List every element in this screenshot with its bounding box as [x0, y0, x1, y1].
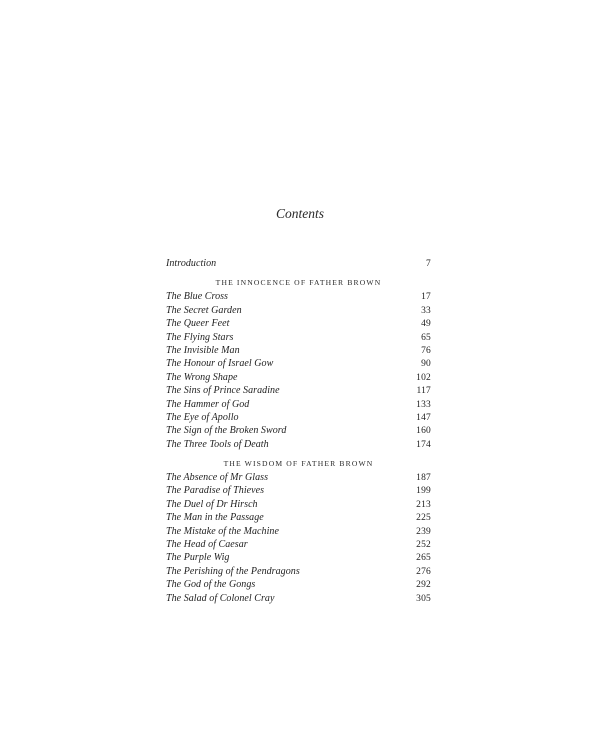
toc-entry-page: 265: [416, 553, 431, 564]
toc-entry: [166, 438, 431, 451]
toc-entry-page: 7: [426, 259, 431, 269]
toc-entry: [166, 578, 431, 591]
toc-entry-page: 49: [421, 319, 431, 330]
toc-entry: [166, 424, 431, 437]
toc-entry: [166, 471, 431, 484]
toc-entry-page: 252: [416, 540, 431, 551]
toc-entry-page: 17: [421, 292, 431, 303]
toc-entry-title: The Wrong Shape: [166, 371, 238, 383]
toc-entry-title: The Purple Wig: [166, 552, 230, 564]
toc-entry: [166, 398, 431, 411]
toc-entry-title: The Invisible Man: [166, 344, 240, 356]
toc-entry-title: The Three Tools of Death: [166, 438, 269, 450]
toc-entry: [166, 525, 431, 538]
toc-entry: [166, 484, 431, 497]
toc-entry-title: The Flying Stars: [166, 331, 234, 343]
toc-entry-title: The Salad of Colonel Cray: [166, 592, 275, 604]
toc-entry-title: The God of the Gongs: [166, 579, 256, 591]
toc-entry-page: 33: [421, 305, 431, 316]
toc-entry-title: Introduction: [166, 258, 217, 269]
toc-entry-title: The Man in the Passage: [166, 512, 264, 524]
part-heading: THE INNOCENCE OF FATHER BROWN: [215, 278, 382, 288]
toc-entry: [166, 304, 431, 317]
toc-entry: [166, 344, 431, 357]
toc-entry-page: 213: [416, 499, 431, 510]
part-heading: THE WISDOM OF FATHER BROWN: [223, 459, 374, 469]
toc-entry: [166, 538, 431, 551]
toc-entry-title: The Eye of Apollo: [166, 411, 239, 423]
table-of-contents: [166, 257, 431, 605]
toc-entry-title: The Mistake of the Machine: [166, 525, 279, 537]
toc-entry-title: The Secret Garden: [166, 304, 242, 316]
toc-entry-title: The Hammer of God: [166, 398, 250, 410]
toc-entry-title: The Head of Caesar: [166, 539, 248, 551]
toc-entry: [166, 411, 431, 424]
toc-entry-title: The Blue Cross: [166, 291, 228, 303]
toc-entry: [166, 592, 431, 605]
toc-entry-title: The Honour of Israel Gow: [166, 358, 274, 370]
toc-entry-title: The Paradise of Thieves: [166, 485, 265, 497]
toc-entry-page: 117: [416, 386, 431, 397]
toc-entry-page: 187: [416, 473, 431, 484]
toc-entry: [166, 357, 431, 370]
toc-entry: [166, 384, 431, 397]
toc-entry-title: The Perishing of the Pendragons: [166, 565, 300, 577]
toc-entry: [166, 371, 431, 384]
toc-entry: [166, 317, 431, 330]
part-wisdom: [166, 457, 431, 605]
toc-entry-page: 160: [416, 426, 431, 437]
toc-entry-page: 292: [416, 580, 431, 591]
toc-entry-title: The Sins of Prince Saradine: [166, 385, 280, 397]
toc-entry: [166, 511, 431, 524]
toc-entry-page: 147: [416, 412, 431, 423]
toc-entry-title: The Duel of Dr Hirsch: [166, 498, 258, 510]
part-innocence: [166, 276, 431, 451]
toc-entry-page: 174: [416, 439, 431, 450]
toc-entry-page: 305: [416, 593, 431, 604]
toc-entry-page: 239: [416, 526, 431, 537]
toc-entry-page: 225: [416, 513, 431, 524]
toc-entry-page: 199: [416, 486, 431, 497]
toc-entry: [166, 551, 431, 564]
toc-entry-page: 65: [421, 332, 431, 343]
toc-entry-introduction: [166, 257, 431, 270]
toc-entry-title: The Queer Feet: [166, 318, 230, 330]
page-title: Contents: [275, 206, 324, 221]
toc-entry-title: The Absence of Mr Glass: [166, 472, 269, 484]
toc-entry: [166, 565, 431, 578]
toc-entry-page: 133: [416, 399, 431, 410]
toc-entry-page: 102: [416, 372, 431, 383]
toc-entry-page: 76: [421, 345, 431, 356]
toc-entry: [166, 331, 431, 344]
toc-entry: [166, 498, 431, 511]
toc-entry-title: The Sign of the Broken Sword: [166, 425, 287, 437]
toc-entry-page: 90: [421, 359, 431, 370]
toc-entry-page: 276: [416, 566, 431, 577]
toc-entry: [166, 290, 431, 303]
